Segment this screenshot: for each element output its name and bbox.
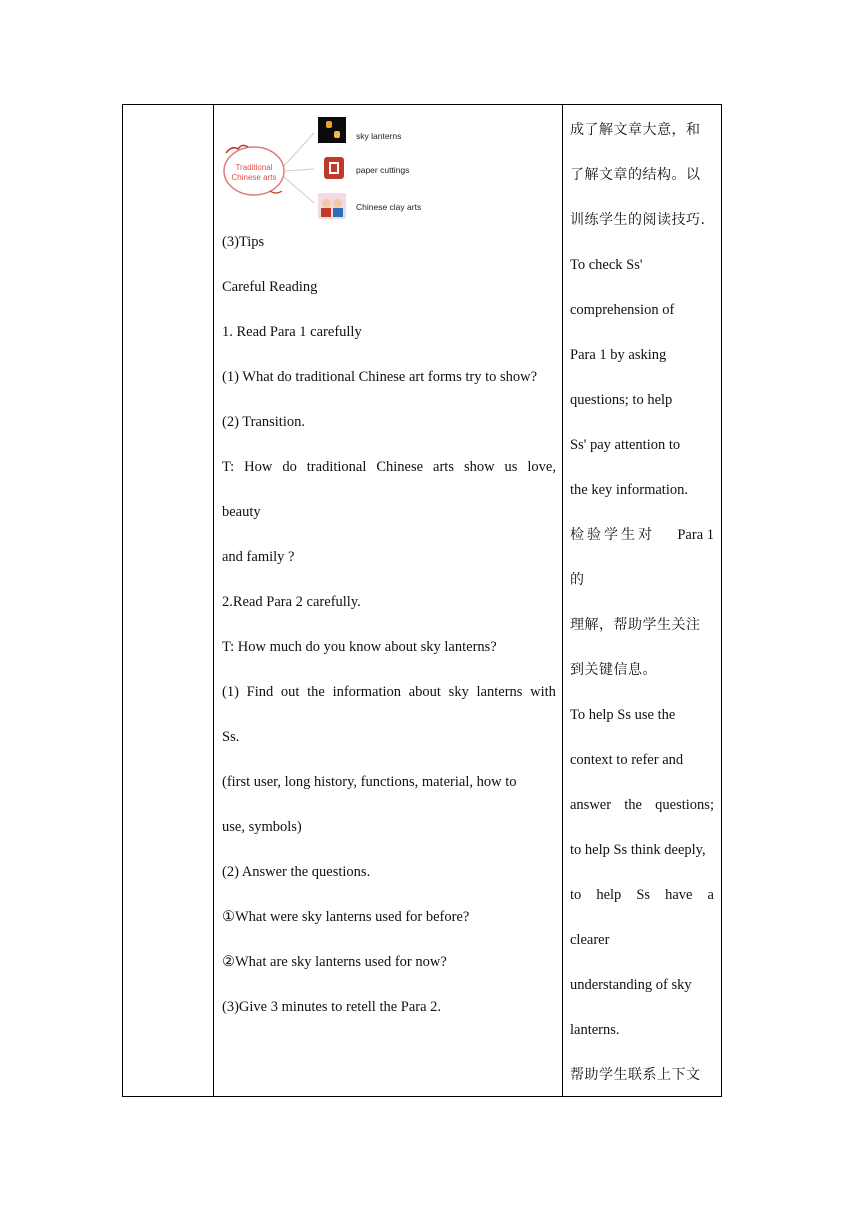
paper-cutting-image xyxy=(320,155,348,181)
sky-lantern-image xyxy=(318,117,346,143)
para2-question-b: ②What are sky lanterns used for now? xyxy=(222,954,447,970)
purpose-line xyxy=(570,526,714,544)
para2-task-1-cont: Ss. xyxy=(222,729,240,745)
chinese-arts-mind-map xyxy=(222,111,432,221)
word: information xyxy=(332,684,402,700)
word: the xyxy=(624,797,642,813)
purpose-column xyxy=(563,105,721,1096)
word: sky xyxy=(448,684,469,700)
para1-instruction: 1. Read Para 1 carefully xyxy=(222,324,362,340)
word: have xyxy=(665,887,693,903)
purpose-line xyxy=(570,796,714,814)
purpose-line: To check Ss' xyxy=(570,257,643,273)
word: lanterns xyxy=(476,684,523,700)
purpose-line: questions; to help xyxy=(570,392,673,408)
word: help xyxy=(596,887,622,903)
teacher-question-1-cont: and family ? xyxy=(222,549,295,565)
purpose-line: the key information. xyxy=(570,482,688,498)
para2-task-1-detail: use, symbols) xyxy=(222,819,302,835)
purpose-line: to help Ss think deeply, xyxy=(570,842,706,858)
purpose-line: To help Ss use the xyxy=(570,707,676,723)
word: with xyxy=(530,684,556,700)
word: the xyxy=(307,684,325,700)
clay-art-image xyxy=(318,193,346,219)
word: us xyxy=(504,459,518,475)
teacher-question-1-cont: beauty xyxy=(222,504,261,520)
purpose-line: 了解文章的结构。以 xyxy=(570,167,701,183)
word: love, xyxy=(527,459,556,475)
word: T: xyxy=(222,459,235,475)
purpose-line: 到关键信息。 xyxy=(570,662,657,678)
word: a xyxy=(707,887,714,903)
center-label-line1: Traditional xyxy=(235,163,273,172)
purpose-line: 成了解文章大意，和 xyxy=(570,122,701,138)
teacher-question-2: T: How much do you know about sky lanterns? xyxy=(222,639,497,655)
word: do xyxy=(282,459,297,475)
purpose-line: Para 1 by asking xyxy=(570,347,667,363)
purpose-line: lanterns. xyxy=(570,1022,620,1038)
para2-task-1 xyxy=(222,683,556,701)
word: show xyxy=(463,459,495,475)
word: out xyxy=(280,684,300,700)
purpose-line: 的 xyxy=(570,572,585,588)
step-column xyxy=(123,105,214,1096)
para2-question-a: ①What were sky lanterns used for before? xyxy=(222,909,470,925)
word: traditional xyxy=(306,459,367,475)
procedure-column xyxy=(214,105,563,1096)
branch-label-sky-lanterns: sky lanterns xyxy=(356,131,402,141)
para2-task-3: (3)Give 3 minutes to retell the Para 2. xyxy=(222,999,442,1015)
purpose-text: Para 1 xyxy=(677,527,714,543)
word: answer xyxy=(570,797,612,813)
word: How xyxy=(244,459,273,475)
purpose-line xyxy=(570,886,714,904)
word: to xyxy=(570,887,582,903)
purpose-line: clearer xyxy=(570,932,610,948)
para2-task-1-detail: (first user, long history, functions, material, how to xyxy=(222,774,517,790)
word: arts xyxy=(433,459,454,475)
word: Find xyxy=(246,684,274,700)
branch-label-paper-cuttings: paper cuttings xyxy=(356,165,410,175)
para1-question-1: (1) What do traditional Chinese art forms try to show? xyxy=(222,369,538,385)
tips-heading: (3)Tips xyxy=(222,234,265,250)
para2-instruction: 2.Read Para 2 carefully. xyxy=(222,594,361,610)
word: Ss xyxy=(636,887,651,903)
purpose-line: 训练学生的阅读技巧. xyxy=(570,212,706,228)
purpose-line: 理解，帮助学生关注 xyxy=(570,617,701,633)
word: (1) xyxy=(222,684,239,700)
purpose-line: Ss' pay attention to xyxy=(570,437,681,453)
center-label-line2: Chinese arts xyxy=(231,173,277,182)
purpose-line: comprehension of xyxy=(570,302,675,318)
para2-task-2: (2) Answer the questions. xyxy=(222,864,371,880)
careful-reading-heading: Careful Reading xyxy=(222,279,318,295)
word: Chinese xyxy=(376,459,424,475)
purpose-line: understanding of sky xyxy=(570,977,692,993)
lesson-table xyxy=(122,104,722,1097)
purpose-line: 帮助学生联系上下文 xyxy=(570,1067,701,1083)
para1-transition: (2) Transition. xyxy=(222,414,305,430)
purpose-line: context to refer and xyxy=(570,752,684,768)
mind-map-center-label xyxy=(228,163,280,183)
purpose-text: 检验学生对 xyxy=(570,527,655,543)
teacher-question-1 xyxy=(222,458,556,476)
word: questions; xyxy=(655,797,714,813)
branch-label-clay-arts: Chinese clay arts xyxy=(356,202,422,212)
word: about xyxy=(408,684,441,700)
